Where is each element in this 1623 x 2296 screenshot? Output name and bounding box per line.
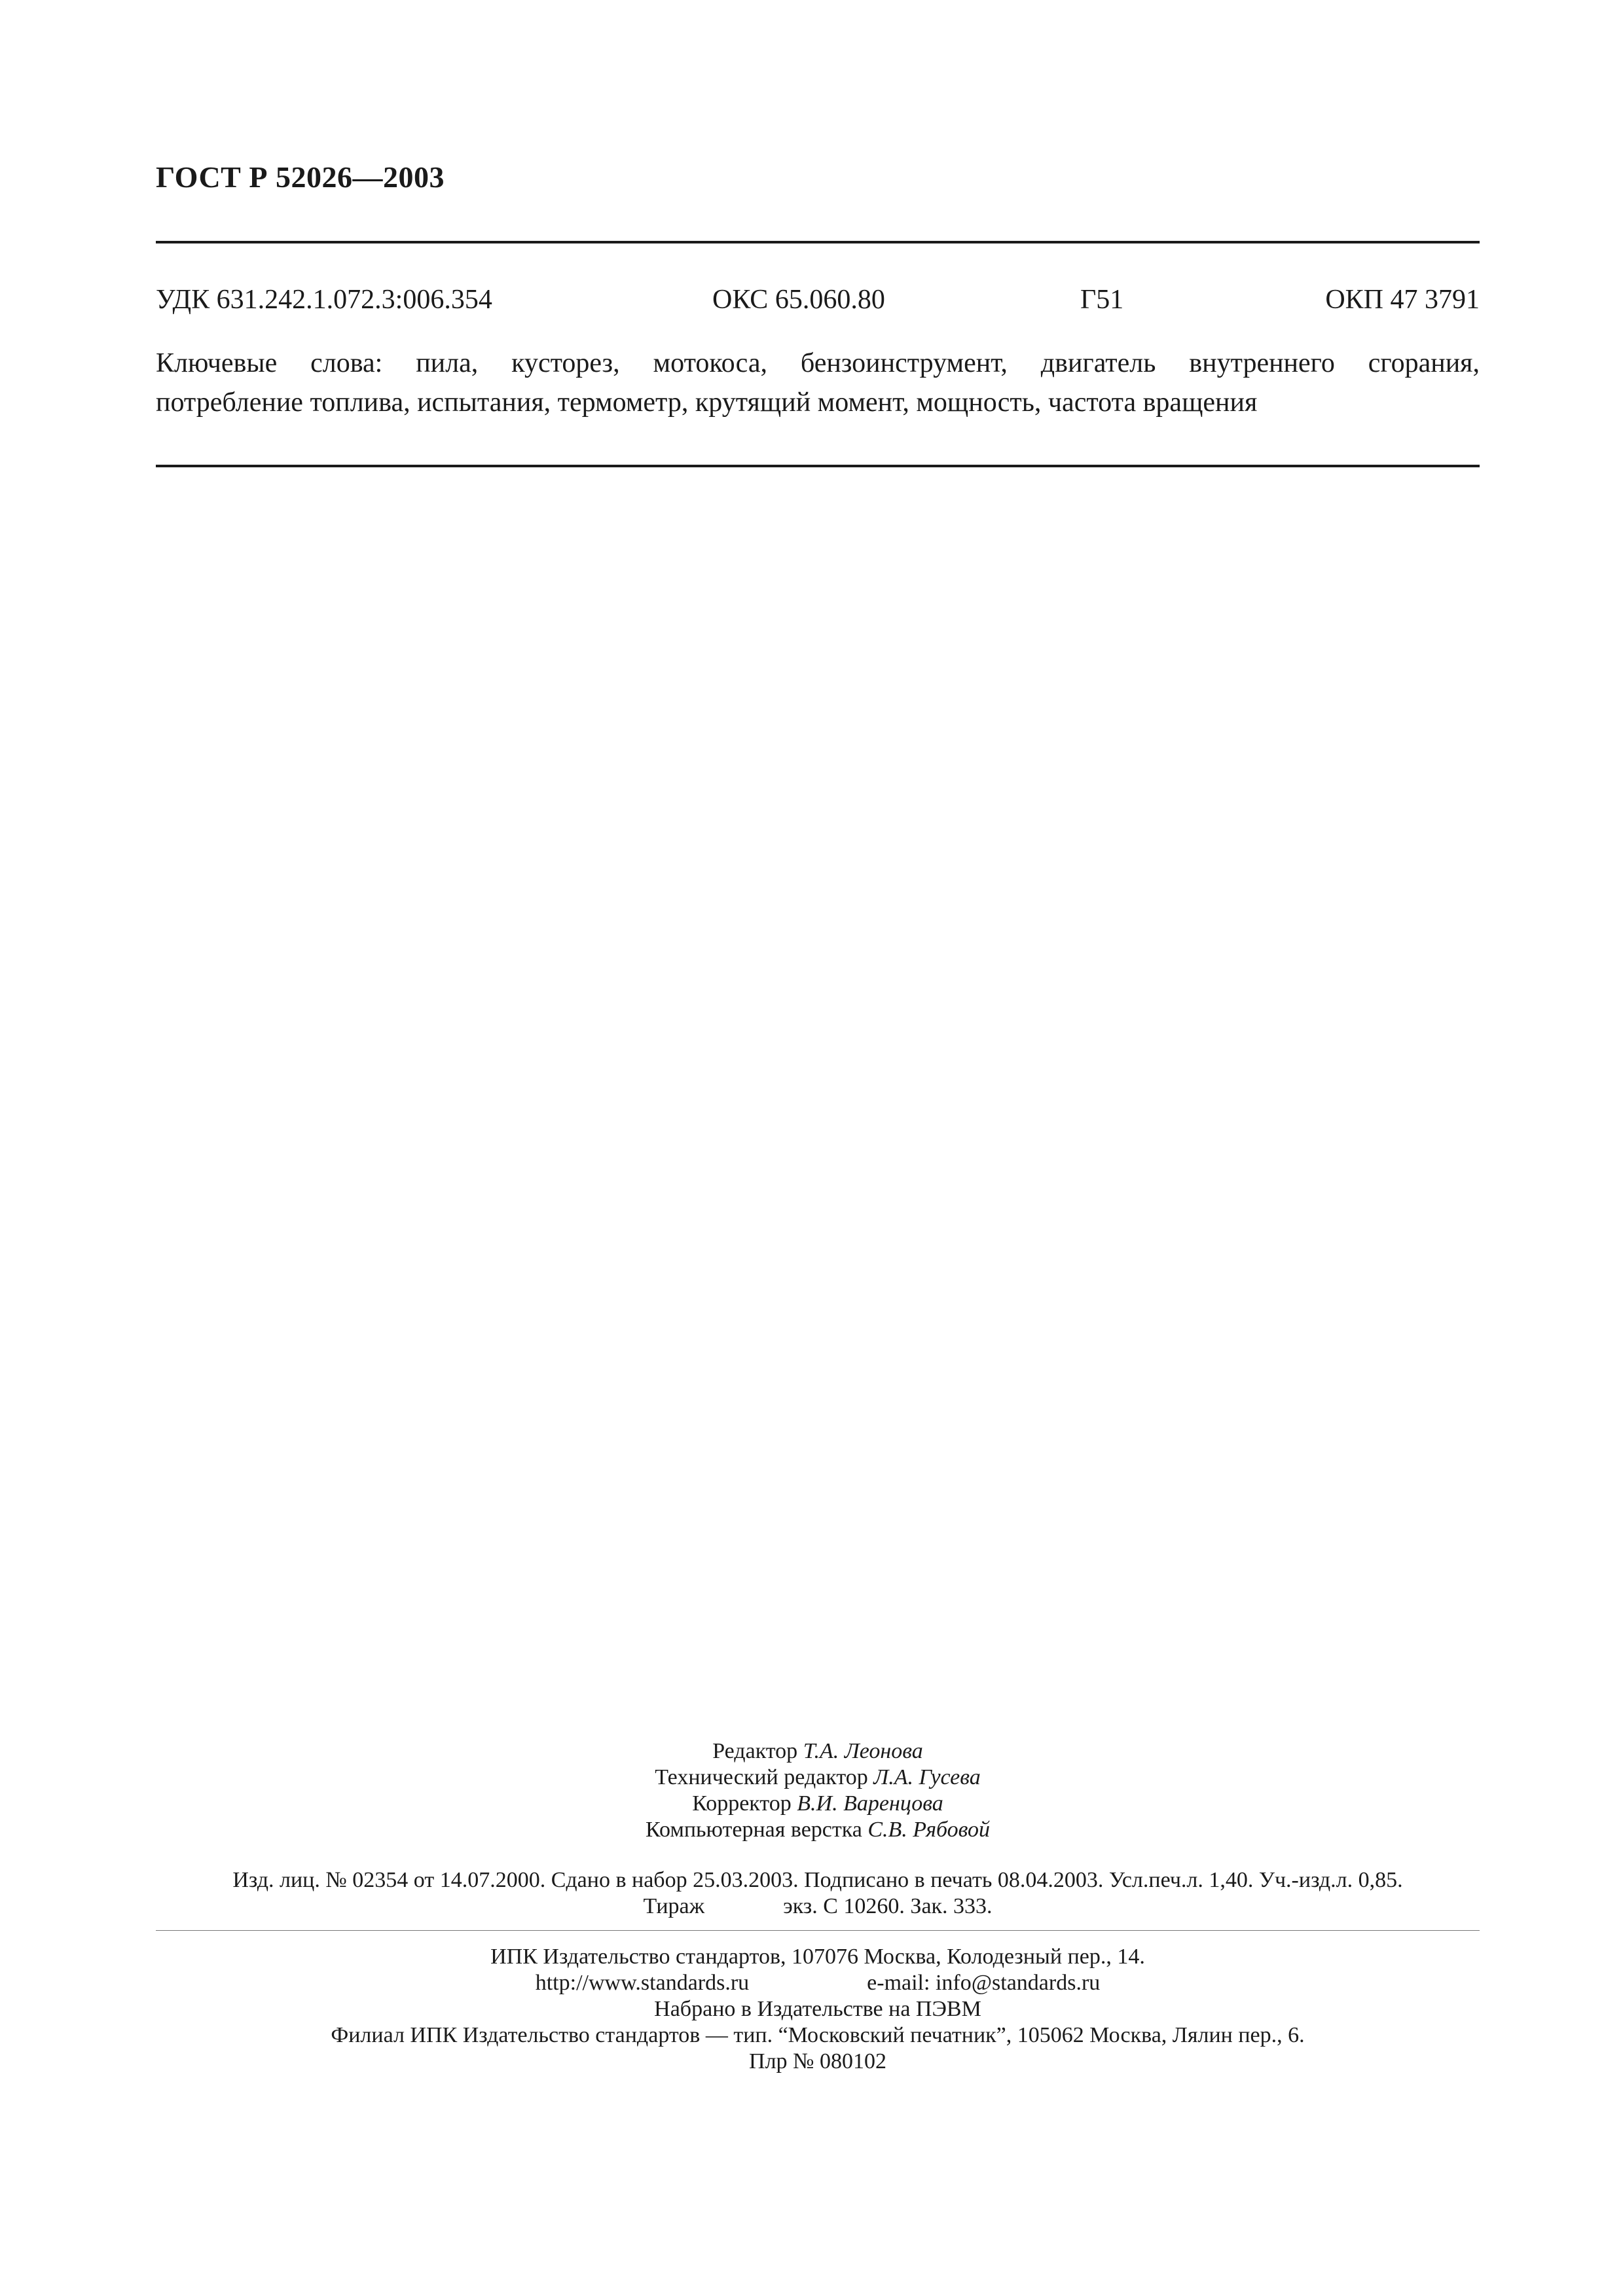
udk-code: УДК 631.242.1.072.3:006.354 — [156, 285, 492, 315]
editor-line — [156, 1738, 1480, 1765]
oks-code: ОКС 65.060.80 — [712, 285, 885, 315]
publisher-block — [156, 1944, 1480, 2075]
license-number: Плр № 080102 — [749, 2049, 886, 2073]
imprint-line-1: Изд. лиц. № 02354 от 14.07.2000. Сдано в набор 25.03.2003. Подписано в печать 08.04.2003. Усл.печ.л. 1,40. Уч.-изд.л. 0,85. — [232, 1868, 1403, 1892]
publisher-address: ИПК Издательство стандартов, 107076 Москва, Колодезный пер., 14. — [490, 1945, 1145, 1969]
layout-label: Компьютерная верстка — [645, 1818, 862, 1842]
publisher-contacts — [156, 1970, 1480, 1996]
tech-editor-line — [156, 1765, 1480, 1791]
imprint-divider — [156, 1930, 1480, 1931]
publisher-email: e-mail: info@standards.ru — [867, 1971, 1101, 1995]
corrector-line — [156, 1791, 1480, 1817]
tech-editor-name: Л.А. Гусева — [873, 1765, 981, 1789]
editor-label: Редактор — [712, 1739, 798, 1763]
layout-name: С.В. Рябовой — [867, 1818, 990, 1842]
credits-block — [156, 1738, 1480, 1843]
g-code: Г51 — [1080, 285, 1124, 315]
publisher-website: http://www.standards.ru — [535, 1971, 750, 1995]
order-info: экз. С 10260. Зак. 333. — [783, 1894, 993, 1918]
tirazh-label: Тираж — [643, 1894, 705, 1918]
printing-house: Филиал ИПК Издательство стандартов — тип. “Московский печатник”, 105062 Москва, Лялин пер., 6. — [331, 2023, 1305, 2047]
editor-name: Т.А. Леонова — [803, 1739, 923, 1763]
imprint-block — [156, 1867, 1480, 1920]
keywords-line-2: потребление топлива, испытания, термометр, крутящий момент, мощность, частота вращения — [156, 387, 1258, 418]
okp-code: ОКП 47 3791 — [1325, 285, 1480, 315]
tech-editor-label: Технический редактор — [655, 1765, 868, 1789]
keywords-block — [156, 344, 1480, 422]
imprint-line-2 — [156, 1893, 1480, 1920]
document-title: ГОСТ Р 52026—2003 — [156, 160, 445, 194]
corrector-label: Корректор — [692, 1791, 792, 1816]
corrector-name: В.И. Варенцова — [797, 1791, 943, 1816]
keywords-line-1: Ключевые слова: пила, кусторез, мотокоса, бензоинструмент, двигатель внутреннего сгорания, — [156, 348, 1480, 378]
typeset-note: Набрано в Издательстве на ПЭВМ — [654, 1997, 981, 2021]
top-rule — [156, 241, 1480, 243]
middle-rule — [156, 465, 1480, 467]
layout-line — [156, 1817, 1480, 1843]
